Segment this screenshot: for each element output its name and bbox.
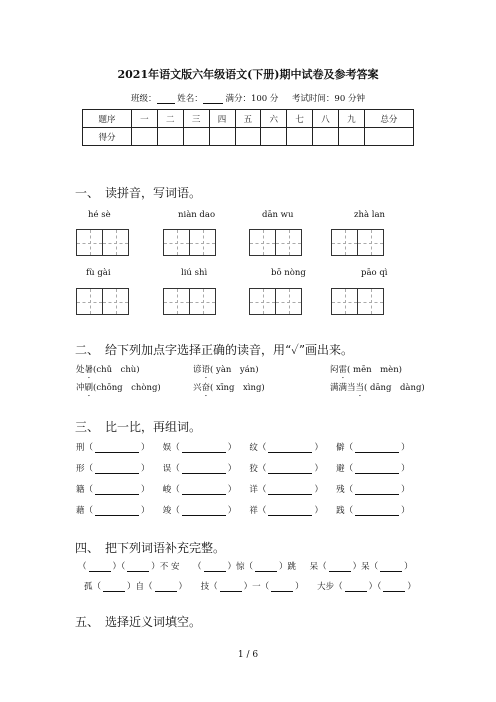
reading-item[interactable]: 闷雷( mēn mèn)	[330, 365, 402, 375]
pinyin-label: zhà lan	[354, 210, 385, 220]
compare-row: 籍（ ） 峻（ ） 详（ ） 残（ ）	[76, 485, 410, 495]
class-blank[interactable]	[157, 93, 175, 104]
student-info-line	[0, 92, 496, 104]
header-cell: 一	[132, 110, 158, 128]
section-5-title: 五、 选择近义词填空。	[75, 615, 202, 629]
answer-blank[interactable]	[95, 443, 139, 453]
name-blank[interactable]	[203, 93, 223, 104]
idiom-blank[interactable]	[220, 582, 242, 592]
answer-blank[interactable]	[355, 485, 399, 495]
reading-item[interactable]: 兴奋( xīng xìng)	[193, 383, 265, 393]
tianzige-box[interactable]	[76, 229, 128, 256]
score-cell[interactable]	[235, 128, 261, 146]
score-row-label: 得分	[83, 128, 132, 146]
answer-blank[interactable]	[95, 464, 139, 474]
idiom-row: 孤（ ）自（ ） 技（ ）一（ ） 大步（ ）（ ）	[84, 582, 416, 592]
tianzige-box[interactable]	[331, 288, 383, 315]
score-cell[interactable]	[313, 128, 339, 146]
pinyin-label: liú shì	[181, 268, 208, 278]
answer-blank[interactable]	[182, 443, 226, 453]
idiom-blank[interactable]	[127, 562, 149, 572]
score-cell[interactable]	[183, 128, 209, 146]
header-cell: 七	[287, 110, 313, 128]
name-label: 姓名：	[177, 94, 203, 104]
answer-blank[interactable]	[355, 443, 399, 453]
tianzige-box[interactable]	[249, 229, 301, 256]
answer-blank[interactable]	[355, 464, 399, 474]
header-cell: 题序	[83, 110, 132, 128]
score-cell[interactable]	[157, 128, 183, 146]
pinyin-label: dān wu	[262, 210, 294, 220]
page-title: 2021年语文版六年级语文(下册)期中试卷及参考答案	[117, 68, 379, 81]
answer-blank[interactable]	[268, 506, 312, 516]
answer-blank[interactable]	[182, 464, 226, 474]
score-table-header-row	[83, 110, 414, 128]
score-cell[interactable]	[287, 128, 313, 146]
header-cell: 总分	[364, 110, 413, 128]
tianzige-box[interactable]	[331, 229, 383, 256]
compare-row: 藉（ ） 竣（ ） 祥（ ） 践（ ）	[76, 506, 410, 516]
tianzige-box[interactable]	[163, 288, 215, 315]
header-cell: 六	[261, 110, 287, 128]
reading-item[interactable]: 处暑(chǔ chù)	[76, 365, 140, 375]
idiom-blank[interactable]	[255, 562, 277, 572]
answer-blank[interactable]	[182, 485, 226, 495]
reading-item[interactable]: 冲刷(chōng chòng)	[76, 383, 161, 393]
header-cell: 五	[235, 110, 261, 128]
answer-blank[interactable]	[95, 506, 139, 516]
header-cell: 二	[157, 110, 183, 128]
idiom-blank[interactable]	[89, 562, 111, 572]
idiom-row: （ ）（ ）不 安 （ ）惊（ ）跳 呆（ ）呆（ ）	[78, 562, 413, 572]
idiom-blank[interactable]	[345, 582, 367, 592]
tianzige-box[interactable]	[76, 288, 128, 315]
section-3-title: 三、 比一比，再组词。	[75, 420, 202, 434]
score-cell[interactable]	[261, 128, 287, 146]
pinyin-label: fù gài	[86, 268, 111, 278]
tianzige-box[interactable]	[249, 288, 301, 315]
header-cell: 九	[339, 110, 365, 128]
answer-blank[interactable]	[268, 443, 312, 453]
full-score-label: 满分：100 分	[225, 94, 279, 104]
answer-blank[interactable]	[355, 506, 399, 516]
score-cell[interactable]	[339, 128, 365, 146]
page-number: 1 / 6	[237, 650, 259, 660]
idiom-blank[interactable]	[329, 562, 351, 572]
answer-blank[interactable]	[182, 506, 226, 516]
score-cell[interactable]	[364, 128, 413, 146]
score-cell[interactable]	[209, 128, 235, 146]
answer-blank[interactable]	[268, 485, 312, 495]
idiom-blank[interactable]	[204, 562, 226, 572]
exam-time-label: 考试时间：90 分钟	[291, 94, 365, 104]
pinyin-label: hé sè	[88, 210, 111, 220]
tianzige-box[interactable]	[163, 229, 215, 256]
score-cell[interactable]	[132, 128, 158, 146]
idiom-blank[interactable]	[155, 582, 177, 592]
idiom-blank[interactable]	[103, 582, 125, 592]
header-cell: 三	[183, 110, 209, 128]
section-2-title: 二、 给下列加点字选择正确的读音，用“✓”画出来。	[75, 343, 354, 357]
pinyin-label: pāo qì	[361, 268, 388, 278]
class-label: 班级：	[131, 94, 157, 104]
score-table-score-row	[83, 128, 414, 146]
header-cell: 八	[313, 110, 339, 128]
idiom-blank[interactable]	[383, 582, 405, 592]
answer-blank[interactable]	[268, 464, 312, 474]
idiom-blank[interactable]	[380, 562, 402, 572]
section-4-title: 四、 把下列词语补充完整。	[75, 541, 226, 555]
pinyin-label: bō nòng	[271, 268, 306, 278]
pinyin-label: niàn dao	[178, 210, 216, 220]
reading-item[interactable]: 谚语( yàn yán)	[193, 365, 259, 375]
compare-row: 刑（ ） 娱（ ） 纹（ ） 僻（ ）	[76, 443, 410, 453]
score-table	[82, 109, 414, 146]
idiom-blank[interactable]	[271, 582, 293, 592]
reading-item[interactable]: 满满当当( dāng dàng)	[330, 383, 425, 393]
header-cell: 四	[209, 110, 235, 128]
section-1-title: 一、 读拼音，写词语。	[75, 186, 202, 200]
answer-blank[interactable]	[95, 485, 139, 495]
compare-row: 形（ ） 误（ ） 狡（ ） 避（ ）	[76, 464, 410, 474]
